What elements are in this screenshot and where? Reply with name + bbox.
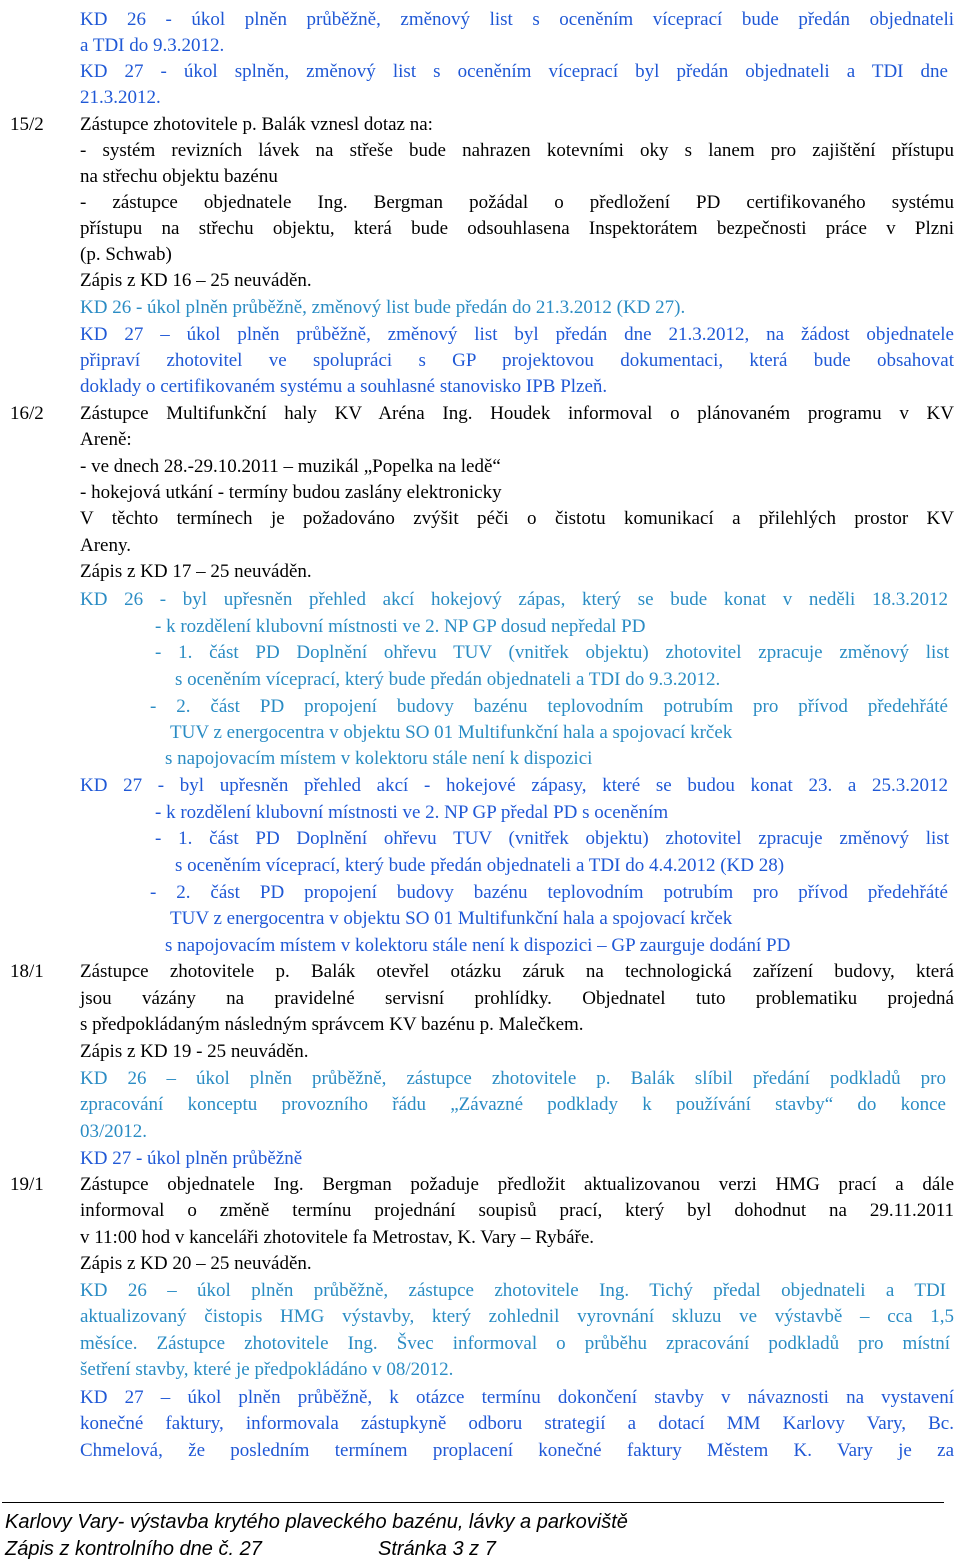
text-line: KD 26 - úkol plněn průběžně, změnový list bude předán do 21.3.2012 (KD 27). [80,297,686,318]
footer-record-title: Zápis z kontrolního dne č. 27 [5,1538,262,1560]
text-line: KD 26 – úkol plněn průběžně, zástupce zhotovitele Ing. Tichý předal objednateli a TDI [80,1280,946,1301]
text-line: KD 27 – úkol plněn průběžně, změnový list byl předán dne 21.3.2012, na žádost objednatele [80,324,954,345]
text-line: KD 26 – úkol plněn průběžně, zástupce zhotovitele p. Balák slíbil předání podkladů pro [80,1068,946,1089]
item-number: 18/1 [10,961,44,982]
text-line: - k rozdělení klubovní místnosti ve 2. NP GP předal PD s oceněním [155,802,669,823]
text-line: aktualizovaný čistopis HMG výstavby, který zohlednil vyrovnání skluzu ve výstavbě – cca 1,5 [80,1306,954,1327]
text-line: Areny. [80,535,131,556]
text-line: V těchto termínech je požadováno zvýšit péči o čistotu komunikací a přilehlých prostor KV [80,508,954,529]
text-line: KD 27 – úkol plněn průběžně, k otázce termínu dokončení stavby v návaznosti na vystavení [80,1387,954,1408]
text-line: informoval o změně termínu projednání soupisů prací, který byl dohodnut na 29.11.2011 [80,1200,954,1221]
text-line: Zástupce zhotovitele p. Balák otevřel otázku záruk na technologická zařízení budovy, která [80,961,954,982]
text-line: KD 26 - byl upřesněn přehled akcí hokejový zápas, který se bude konat v neděli 18.3.2012 [80,589,948,610]
text-line: jsou vázány na pravidelné servisní prohlídky. Objednatel tuto problematiku projedná [80,988,954,1009]
text-line: v 11:00 hod v kanceláři zhotovitele fa Metrostav, K. Vary – Rybáře. [80,1227,595,1248]
text-line: zpracování konceptu provozního řádu „Závazné podklady k používání stavby“ do konce [80,1094,946,1115]
item-number: 15/2 [10,114,44,135]
text-line: s oceněním víceprací, který bude předán objednateli a TDI do 4.4.2012 (KD 28) [175,855,785,876]
text-line: - 1. část PD Doplnění ohřevu TUV (vnitřek objektu) zhotovitel zpracuje změnový list [155,828,949,849]
text-line: s oceněním víceprací, který bude předán objednateli a TDI do 9.3.2012. [175,669,721,690]
text-line: 21.3.2012. [80,87,161,108]
text-line: KD 26 - úkol plněn průběžně, změnový list s oceněním víceprací bude předán objednateli [80,9,954,30]
text-line: - hokejová utkání - termíny budou zaslány elektronicky [80,482,502,503]
footer-page-number: Stránka 3 z 7 [378,1538,496,1560]
text-line: Zápis z KD 16 – 25 neuváděn. [80,270,312,291]
item-number: 19/1 [10,1174,44,1195]
footer-divider [2,1502,944,1503]
text-line: s předpokládaným následným správcem KV bazénu p. Malečkem. [80,1014,584,1035]
text-line: připraví zhotovitel ve spolupráci s GP projektovou dokumentaci, která bude obsahovat [80,350,954,371]
text-line: KD 27 - byl upřesněn přehled akcí - hokejové zápasy, které se budou konat 23. a 25.3.2012 [80,775,948,796]
text-line: KD 27 - úkol splněn, změnový list s oceněním víceprací byl předán objednateli a TDI dne [80,61,948,82]
text-line: Zápis z KD 19 - 25 neuváděn. [80,1041,309,1062]
text-line: šetření stavby, které je předpokládáno v 08/2012. [80,1359,454,1380]
text-line: přístupu na střechu objektu, která bude odsouhlasena Inspektorátem bezpečnosti práce v Plzni [80,218,954,239]
footer-project-title: Karlovy Vary- výstavba krytého plaveckého bazénu, lávky a parkoviště [5,1511,628,1533]
text-line: Zástupce objednatele Ing. Bergman požaduje předložit aktualizovanou verzi HMG prací a dále [80,1174,954,1195]
text-line: s napojovacím místem v kolektoru stále není k dispozici – GP zaurguje dodání PD [165,935,791,956]
text-line: měsíce. Zástupce zhotovitele Ing. Švec informoval o průběhu zpracování podkladů pro místní [80,1333,950,1354]
text-line: - ve dnech 28.-29.10.2011 – muzikál „Popelka na ledě“ [80,456,501,477]
text-line: konečné faktury, informovala zástupkyně odboru strategií a dotací MM Karlovy Vary, Bc. [80,1413,954,1434]
item-number: 16/2 [10,403,44,424]
text-line: KD 27 - úkol plněn průběžně [80,1148,303,1169]
text-line: Zástupce zhotovitele p. Balák vznesl dotaz na: [80,114,433,135]
text-line: TUV z energocentra v objektu SO 01 Multifunkční hala a spojovací krček [170,722,733,743]
text-line: Zápis z KD 17 – 25 neuváděn. [80,561,312,582]
text-line: a TDI do 9.3.2012. [80,35,225,56]
text-line: Areně: [80,429,132,450]
text-line: (p. Schwab) [80,244,172,265]
text-line: Chmelová, že posledním termínem proplacení konečné faktury Městem K. Vary je za [80,1440,954,1461]
text-line: na střechu objektu bazénu [80,166,278,187]
text-line: - 2. část PD propojení budovy bazénu teplovodním potrubím pro přívod předehřáté [150,696,948,717]
text-line: s napojovacím místem v kolektoru stále není k dispozici [165,748,593,769]
text-line: - systém revizních lávek na střeše bude nahrazen kotevními oky s lanem pro zajištění přístupu [80,140,954,161]
text-line: - k rozdělení klubovní místnosti ve 2. NP GP dosud nepředal PD [155,616,646,637]
text-line: - 2. část PD propojení budovy bazénu teplovodním potrubím pro přívod předehřáté [150,882,948,903]
text-line: TUV z energocentra v objektu SO 01 Multifunkční hala a spojovací krček [170,908,733,929]
text-line: Zástupce Multifunkční haly KV Aréna Ing. Houdek informoval o plánovaném programu v KV [80,403,954,424]
text-line: - zástupce objednatele Ing. Bergman požádal o předložení PD certifikovaného systému [80,192,954,213]
text-line: Zápis z KD 20 – 25 neuváděn. [80,1253,312,1274]
text-line: 03/2012. [80,1121,148,1142]
text-line: - 1. část PD Doplnění ohřevu TUV (vnitřek objektu) zhotovitel zpracuje změnový list [155,642,949,663]
text-line: doklady o certifikovaném systému a souhlasné stanovisko IPB Plzeň. [80,376,608,397]
